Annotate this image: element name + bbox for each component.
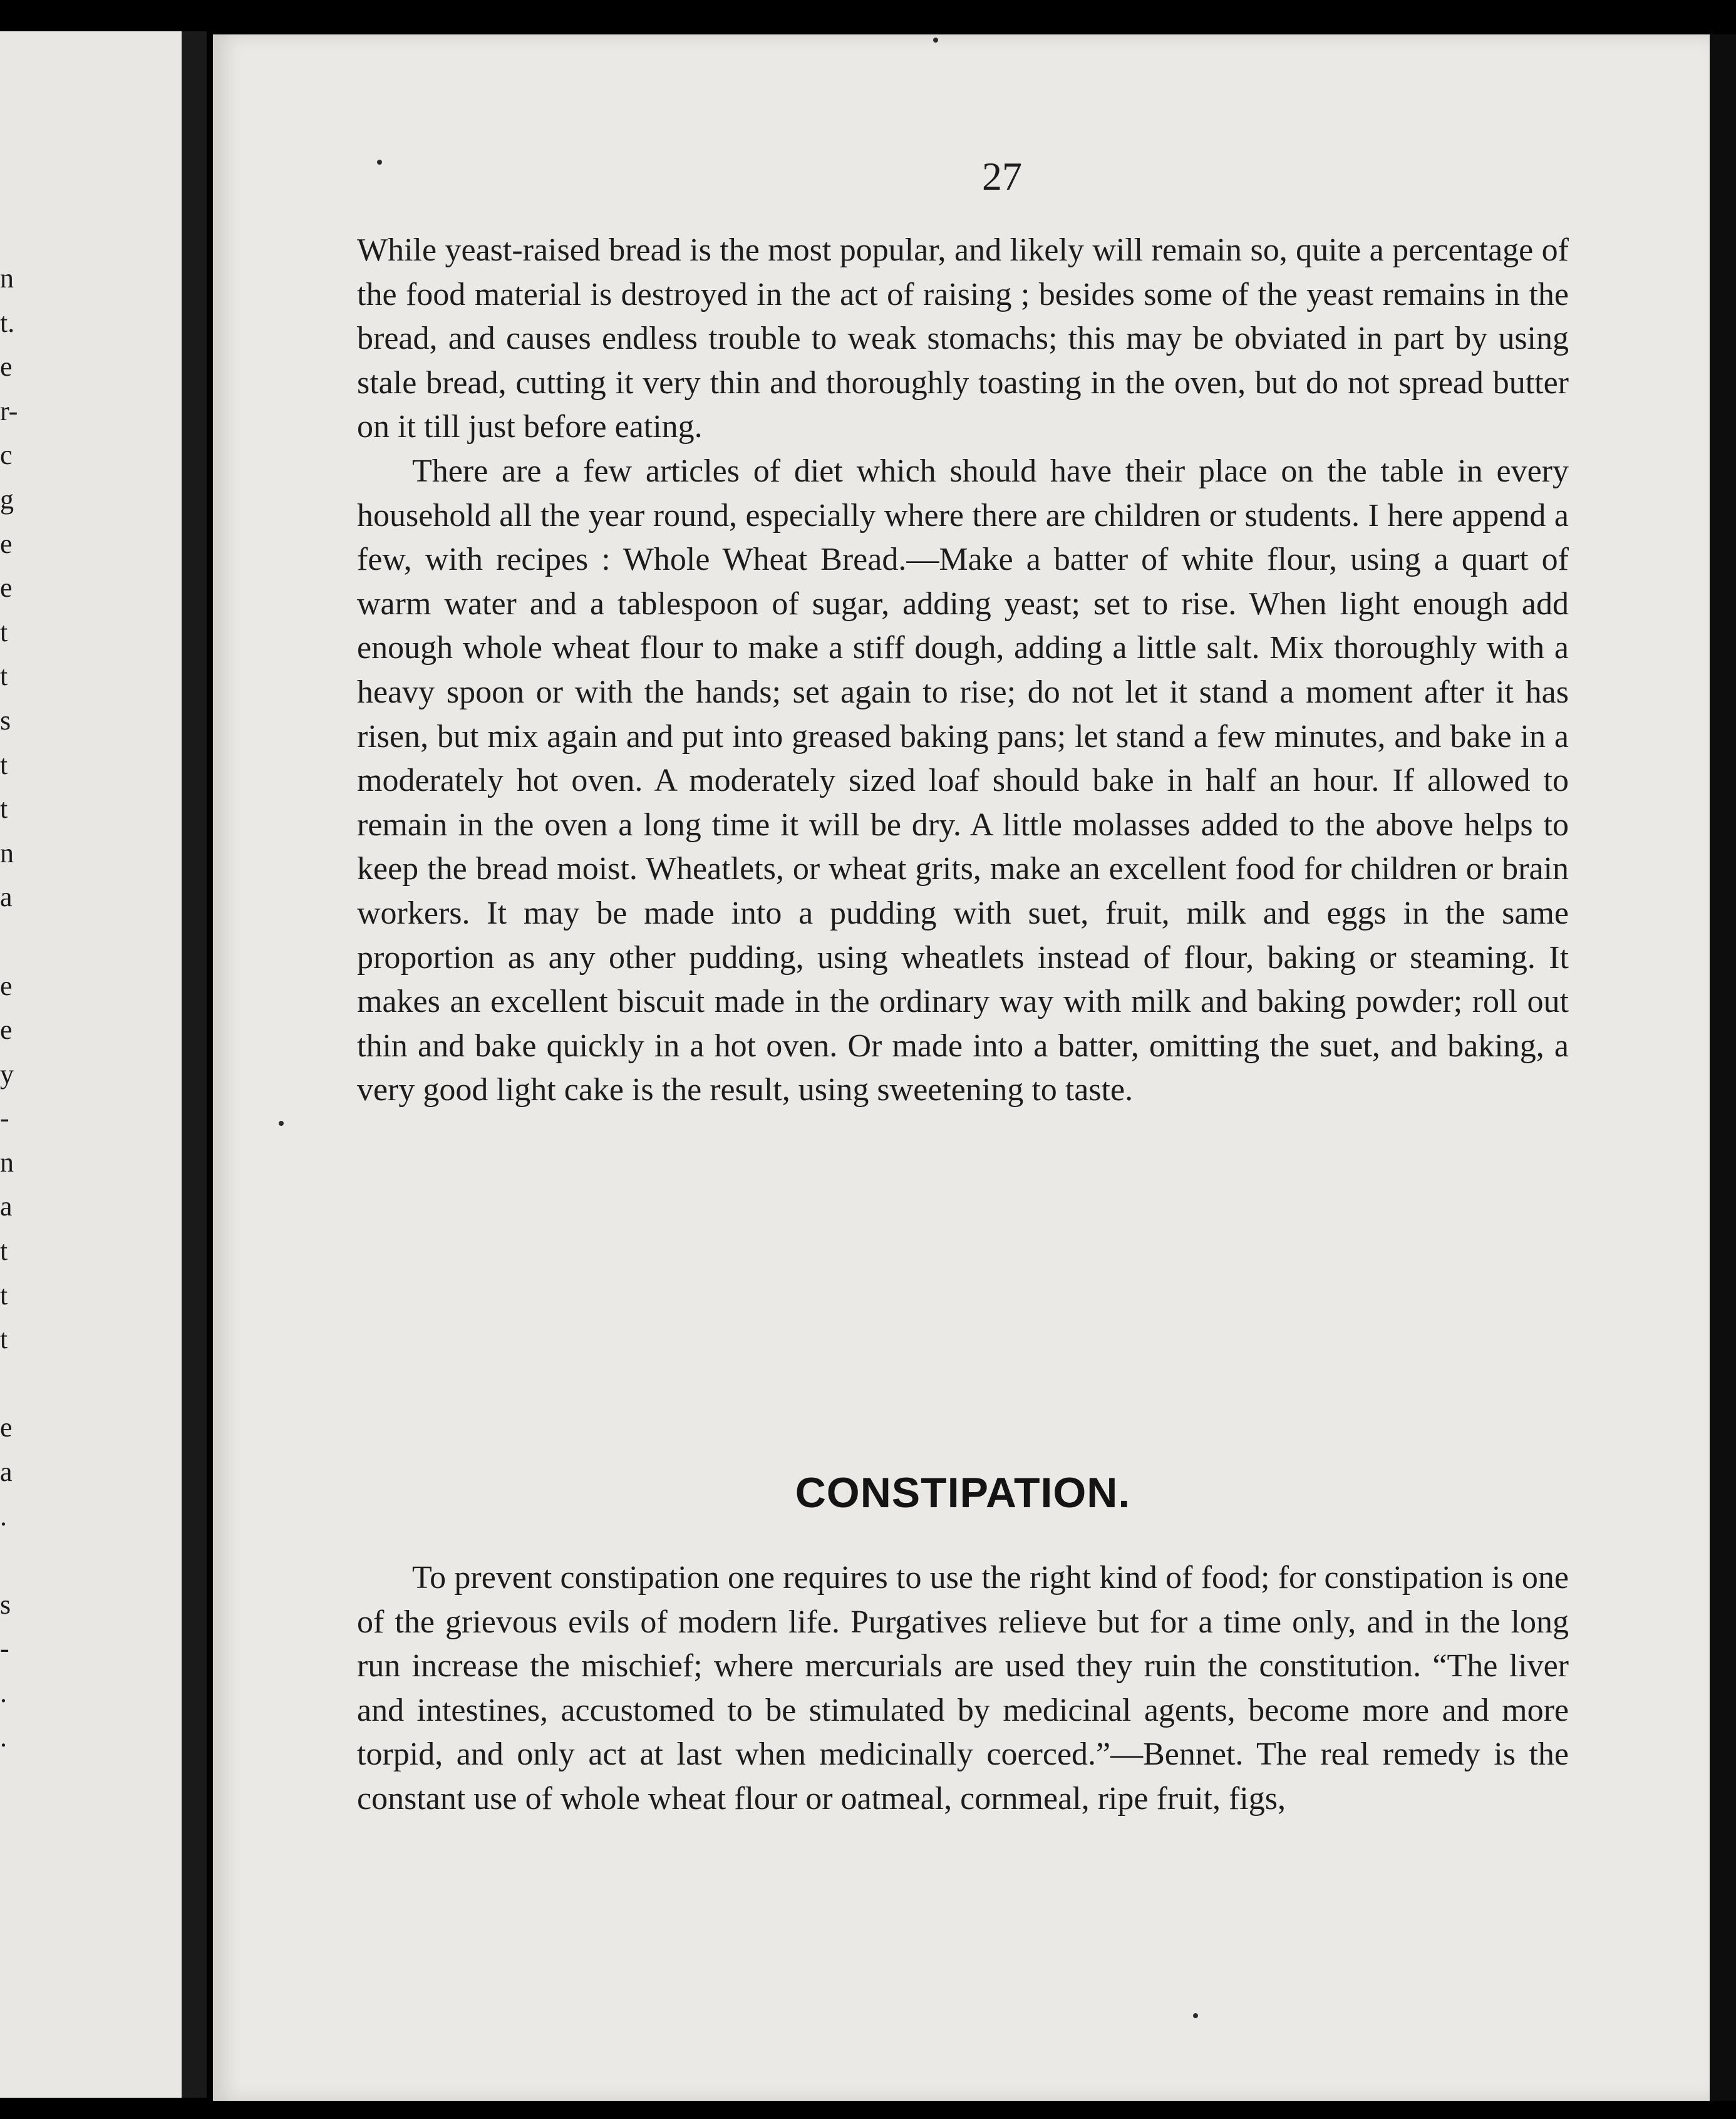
left-fragment: t <box>0 793 8 825</box>
left-fragment: t <box>0 661 8 692</box>
paragraph-recipes: There are a few articles of diet which should have their place on the table in every household all the year round, especially where there are children or students. I here append a few, with recipes : Whole Wheat Bread.—Make a batter of white flour, using a quart of warm water and a tablespoon of sugar, adding yeast; set to rise. When light enough add enough whole wheat flour to make a stiff dough, adding a little salt. Mix thoroughly with a heavy spoon or with the hands; set again to rise; do not let it stand a moment after it has risen, but mix again and put into greased baking pans; let stand a few minutes, and bake in a moderately hot oven. A moderately sized loaf should bake in half an hour. If allowed to remain in the oven a long time it will be dry. A little molasses added to the above helps to keep the bread moist. Wheatlets, or wheat grits, make an excellent food for children or brain workers. It may be made into a pudding with suet, fruit, milk and eggs in the same proportion as any other pudding, using wheatlets instead of flour, baking or steaming. It makes an excellent biscuit made in the ordinary way with milk and baking powder; roll out thin and bake quickly in a hot oven. Or made into a batter, omitting the suet, and baking, a very good light cake is the result, using sweetening to taste. <box>357 453 1569 1108</box>
left-facing-page <box>0 31 183 2098</box>
print-speck <box>1193 2013 1198 2018</box>
left-fragment: n <box>0 837 14 869</box>
left-fragment: t <box>0 1235 8 1267</box>
left-fragment: s <box>0 704 11 736</box>
print-speck <box>377 160 382 165</box>
left-fragment: g <box>0 483 14 515</box>
left-fragment: t <box>0 616 8 647</box>
section-heading: CONSTIPATION. <box>795 1469 1131 1517</box>
left-fragment: t <box>0 1279 8 1311</box>
left-fragment: - <box>0 1103 9 1134</box>
left-fragment: . <box>0 1721 7 1753</box>
body-text <box>357 229 1569 1113</box>
left-fragment: t. <box>0 307 15 338</box>
left-fragment: e <box>0 1014 13 1046</box>
left-fragment: s <box>0 1589 11 1620</box>
left-fragment: c <box>0 440 13 471</box>
section-body-text <box>357 1556 1569 1822</box>
left-fragment: t <box>0 749 8 780</box>
print-speck <box>279 1121 284 1126</box>
left-fragment <box>0 920 19 964</box>
left-fragment: t <box>0 1324 8 1355</box>
left-fragment: e <box>0 1412 13 1443</box>
left-fragment: . <box>0 1500 7 1532</box>
left-fragment: a <box>0 1456 13 1488</box>
paragraph-constipation: To prevent constipation one requires to use the right kind of food; for constipation is one of the grievous evils of modern life. Purgatives relieve but for a time only, and in the long run increase the mischief; where mercurials are used they ruin the constitution. “The liver and intestines, accustomed to be stimulated by medicinal agents, become more and more torpid, and only act at last when medicinally coerced.”—Bennet. The real remedy is the constant use of whole wheat flour or oatmeal, cornmeal, ripe fruit, figs, <box>357 1560 1569 1817</box>
left-fragment <box>0 1539 19 1583</box>
left-fragment: a <box>0 1191 13 1222</box>
left-fragment: a <box>0 882 13 913</box>
paragraph-bread: While yeast-raised bread is the most popular, and likely will remain so, quite a percentage of the food material is destroyed in the act of raising ; besides some of the yeast remains in the bread, and causes endless trouble to weak stomachs; this may be obviated in part by using stale bread, cutting it very thin and thoroughly toasting in the oven, but do not spread butter on it till just before eating. <box>357 232 1569 445</box>
left-fragment <box>0 1362 19 1406</box>
page-right-edge <box>1710 34 1736 2101</box>
print-speck <box>933 38 938 43</box>
left-fragment: r- <box>0 395 18 426</box>
left-fragment <box>0 1760 19 1804</box>
left-fragment: n <box>0 263 14 294</box>
book-gutter <box>182 31 207 2098</box>
left-page-text-fragments <box>0 257 19 1848</box>
left-fragment: . <box>0 1678 7 1708</box>
left-fragment: - <box>0 1633 9 1664</box>
left-fragment: y <box>0 1058 14 1090</box>
left-fragment: e <box>0 351 13 383</box>
left-fragment: e <box>0 528 13 559</box>
page <box>213 34 1710 2101</box>
left-fragment <box>0 1804 19 1848</box>
left-fragment: e <box>0 572 13 604</box>
left-fragment: n <box>0 1147 14 1178</box>
left-fragment: e <box>0 970 13 1001</box>
page-number: 27 <box>982 154 1022 198</box>
